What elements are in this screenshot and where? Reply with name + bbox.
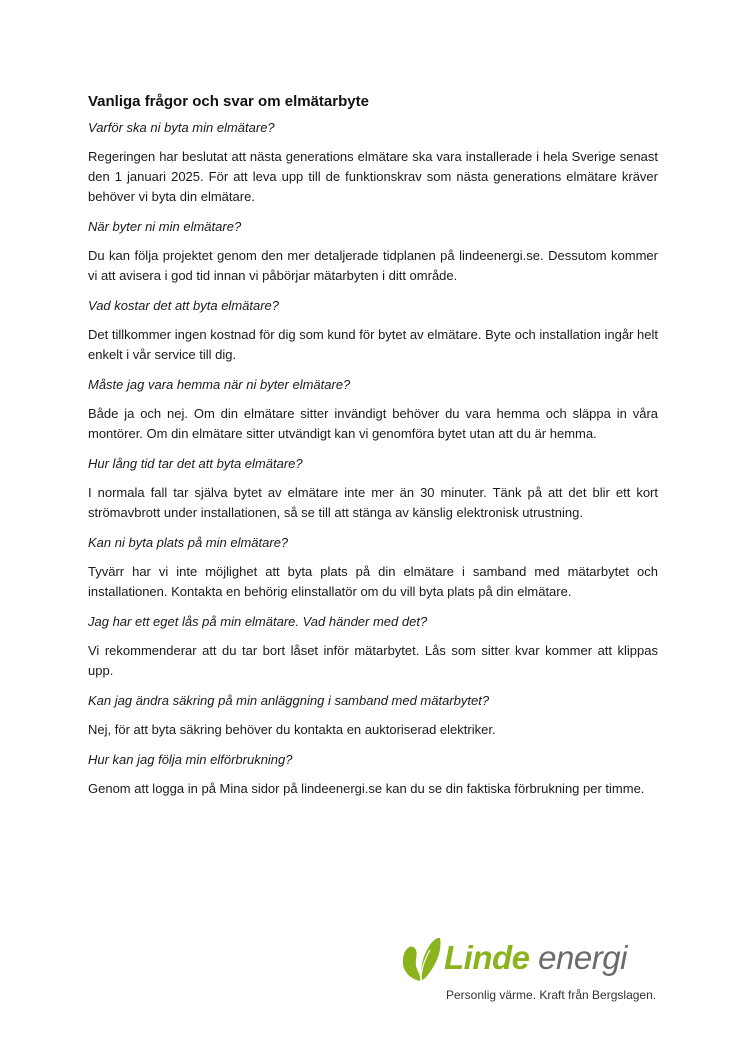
faq-answer: Det tillkommer ingen kostnad för dig som kund för bytet av elmätare. Byte och installation ingår helt enkelt i vår service till dig. <box>88 327 658 362</box>
faq-answer: Vi rekommenderar att du tar bort låset inför mätarbytet. Lås som sitter kvar kommer att klippas upp. <box>88 643 658 678</box>
faq-item <box>88 119 658 207</box>
faq-item <box>88 297 658 365</box>
faq-question: Jag har ett eget lås på min elmätare. Vad händer med det? <box>88 614 428 629</box>
faq-answer: Genom att logga in på Mina sidor på lindeenergi.se kan du se din faktiska förbrukning per timme. <box>88 781 645 796</box>
faq-answer: Nej, för att byta säkring behöver du kontakta en auktoriserad elektriker. <box>88 722 496 737</box>
faq-answer: Både ja och nej. Om din elmätare sitter invändigt behöver du vara hemma och släppa in våra montörer. Om din elmätare sitter utvändigt kan vi genomföra bytet utan att du är hemma. <box>88 406 658 441</box>
faq-question: Hur kan jag följa min elförbrukning? <box>88 752 293 767</box>
faq-answer: I normala fall tar själva bytet av elmätare inte mer än 30 minuter. Tänk på att det blir ett kort strömavbrott under installationen, så se till att stänga av känslig elektronisk utrustning. <box>88 485 658 520</box>
logo-name-linde: Linde <box>444 939 530 976</box>
faq-question: Vad kostar det att byta elmätare? <box>88 298 280 313</box>
faq-answer: Tyvärr har vi inte möjlighet att byta plats på din elmätare i samband med mätarbytet och installationen. Kontakta en behörig elinstallatör om du vill byta plats på din elmätare. <box>88 564 658 599</box>
faq-item <box>88 534 658 602</box>
faq-item <box>88 455 658 523</box>
document-body <box>88 88 658 810</box>
faq-answer: Regeringen har beslutat att nästa generations elmätare ska vara installerade i hela Sverige senast den 1 januari 2025. För att leva upp till de funktionskrav som nästa generations elmätare kräver behöver vi byta din elmätare. <box>88 149 658 204</box>
faq-item <box>88 376 658 444</box>
faq-question: När byter ni min elmätare? <box>88 219 242 234</box>
company-logo <box>400 936 657 1006</box>
leaf-icon <box>400 936 442 982</box>
logo-wordmark <box>444 938 627 978</box>
logo-name-energi: energi <box>538 939 627 976</box>
faq-question: Kan ni byta plats på min elmätare? <box>88 535 289 550</box>
faq-item <box>88 692 658 740</box>
faq-item <box>88 218 658 286</box>
page-title: Vanliga frågor och svar om elmätarbyte <box>88 93 369 110</box>
faq-question: Kan jag ändra säkring på min anläggning i samband med mätarbytet? <box>88 693 490 708</box>
faq-item <box>88 751 658 799</box>
faq-item <box>88 613 658 681</box>
faq-question: Varför ska ni byta min elmätare? <box>88 120 275 135</box>
faq-answer: Du kan följa projektet genom den mer detaljerade tidplanen på lindeenergi.se. Dessutom kommer vi att avisera i god tid innan vi påbörjar mätarbyten i ditt område. <box>88 248 658 283</box>
faq-question: Hur lång tid tar det att byta elmätare? <box>88 456 303 471</box>
faq-question: Måste jag vara hemma när ni byter elmätare? <box>88 377 351 392</box>
logo-tagline: Personlig värme. Kraft från Bergslagen. <box>446 988 657 1002</box>
